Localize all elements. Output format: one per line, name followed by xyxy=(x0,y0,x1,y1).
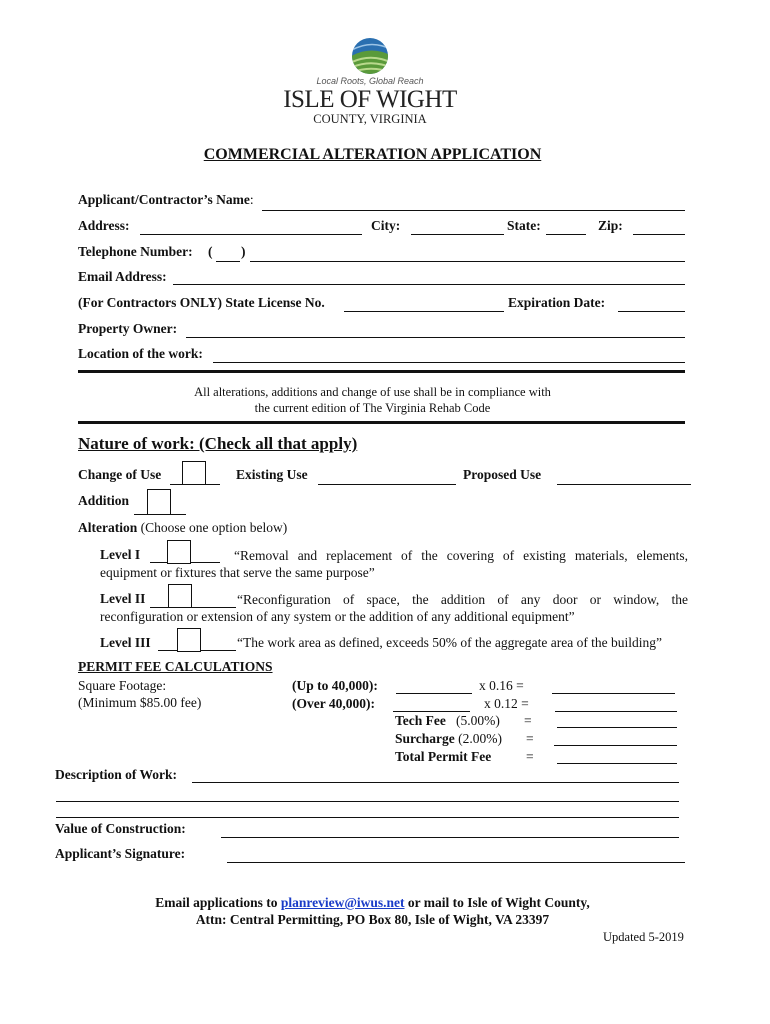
signature-label: Applicant’s Signature: xyxy=(55,846,186,861)
over-sqft-field[interactable] xyxy=(393,711,470,712)
address-field[interactable] xyxy=(140,234,362,235)
location-label: Location of the work: xyxy=(78,346,203,361)
value-of-construction-field[interactable] xyxy=(221,837,679,838)
surcharge-field[interactable] xyxy=(554,745,677,746)
expiration-label: Expiration Date: xyxy=(508,295,606,310)
address-label: Address: xyxy=(78,218,130,233)
up-to-label: (Up to 40,000): xyxy=(292,678,378,693)
fee-heading: PERMIT FEE CALCULATIONS xyxy=(78,659,273,674)
proposed-use-field[interactable] xyxy=(557,484,691,485)
logo-name: ISLE OF WIGHT xyxy=(283,86,457,113)
county-logo xyxy=(280,36,460,128)
notice-line-1: All alterations, additions and change of use shall be in compliance with xyxy=(194,385,551,399)
divider-bottom xyxy=(78,421,685,424)
city-label: City: xyxy=(371,218,401,233)
description-label: Description of Work: xyxy=(55,767,177,782)
state-label: State: xyxy=(507,218,541,233)
existing-use-field[interactable] xyxy=(318,484,456,485)
change-of-use-label: Change of Use xyxy=(78,467,162,482)
logo-subname: COUNTY, VIRGINIA xyxy=(313,112,427,126)
email-link[interactable]: planreview@iwus.net xyxy=(280,895,405,910)
description-field-line-2[interactable] xyxy=(56,801,679,802)
proposed-use-label: Proposed Use xyxy=(463,467,542,482)
surcharge-equals: = xyxy=(526,731,534,746)
up-to-amount-field[interactable] xyxy=(552,693,675,694)
level-2-description: “Reconfiguration of space, the addition of any door or window, the reconfiguration or extension of any system or the addition of any additional equipment” xyxy=(100,592,688,624)
telephone-paren-open: ( xyxy=(208,244,213,259)
total-permit-fee-field[interactable] xyxy=(557,763,677,764)
area-code-field[interactable] xyxy=(216,261,240,262)
footer-email-line: Email applications to planreview@iwus.net or mail to Isle of Wight County, xyxy=(155,895,590,910)
notice-line-2: the current edition of The Virginia Rehab Code xyxy=(254,401,491,415)
level-3-checkbox[interactable] xyxy=(177,628,201,652)
email-field[interactable] xyxy=(173,284,685,285)
zip-field[interactable] xyxy=(633,234,685,235)
city-field[interactable] xyxy=(411,234,504,235)
minimum-fee-label: (Minimum $85.00 fee) xyxy=(78,695,202,710)
signature-field[interactable] xyxy=(227,862,685,863)
telephone-field[interactable] xyxy=(250,261,685,262)
property-owner-label: Property Owner: xyxy=(78,321,178,336)
level-3-label: Level III xyxy=(100,635,151,650)
property-owner-field[interactable] xyxy=(186,337,685,338)
description-field-line-1[interactable] xyxy=(192,782,679,783)
surcharge-row: Surcharge (2.00%) xyxy=(395,731,502,746)
level-1-description: “Removal and replacement of the covering of existing materials, elements, equipment or fixtures that serve the same purpose” xyxy=(100,548,688,580)
square-footage-label: Square Footage: xyxy=(78,678,167,693)
total-equals: = xyxy=(526,749,534,764)
tech-fee-equals: = xyxy=(524,713,532,728)
logo-tagline: Local Roots, Global Reach xyxy=(316,76,424,86)
footer-address-line: Attn: Central Permitting, PO Box 80, Isle of Wight, VA 23397 xyxy=(195,912,550,927)
divider-top xyxy=(78,370,685,373)
telephone-label: Telephone Number: xyxy=(78,244,193,259)
existing-use-label: Existing Use xyxy=(236,467,308,482)
page-title: COMMERCIAL ALTERATION APPLICATION xyxy=(203,146,542,163)
total-permit-fee-label: Total Permit Fee xyxy=(395,749,492,764)
alteration-label: Alteration (Choose one option below) xyxy=(78,520,288,535)
description-field-line-3[interactable] xyxy=(56,817,679,818)
email-label: Email Address: xyxy=(78,269,167,284)
applicant-name-label: Applicant/Contractor’s Name: xyxy=(78,192,254,207)
applicant-name-field[interactable] xyxy=(262,210,685,211)
over-amount-field[interactable] xyxy=(555,711,677,712)
tech-fee-field[interactable] xyxy=(557,727,677,728)
addition-checkbox[interactable] xyxy=(147,489,171,515)
tech-fee-row: Tech Fee (5.00%) xyxy=(395,713,500,728)
license-label: (For Contractors ONLY) State License No. xyxy=(78,295,325,310)
level-3-description: “The work area as defined, exceeds 50% of the aggregate area of the building” xyxy=(237,635,663,650)
value-of-construction-label: Value of Construction: xyxy=(55,821,186,836)
telephone-paren-close: ) xyxy=(241,244,246,259)
rate-1: x 0.16 = xyxy=(479,678,524,693)
level-2-label: Level II xyxy=(100,591,146,606)
addition-label: Addition xyxy=(78,493,130,508)
up-to-sqft-field[interactable] xyxy=(396,693,472,694)
updated-date: Updated 5-2019 xyxy=(603,930,684,944)
nature-of-work-heading: Nature of work: (Check all that apply) xyxy=(78,434,358,453)
level-1-label: Level I xyxy=(100,547,141,562)
zip-label: Zip: xyxy=(598,218,623,233)
state-field[interactable] xyxy=(546,234,586,235)
license-field[interactable] xyxy=(344,311,504,312)
expiration-field[interactable] xyxy=(618,311,685,312)
over-label: (Over 40,000): xyxy=(292,696,375,711)
globe-logo-icon xyxy=(348,36,392,76)
change-of-use-checkbox[interactable] xyxy=(182,461,206,485)
rate-2: x 0.12 = xyxy=(484,696,529,711)
location-field[interactable] xyxy=(213,362,685,363)
